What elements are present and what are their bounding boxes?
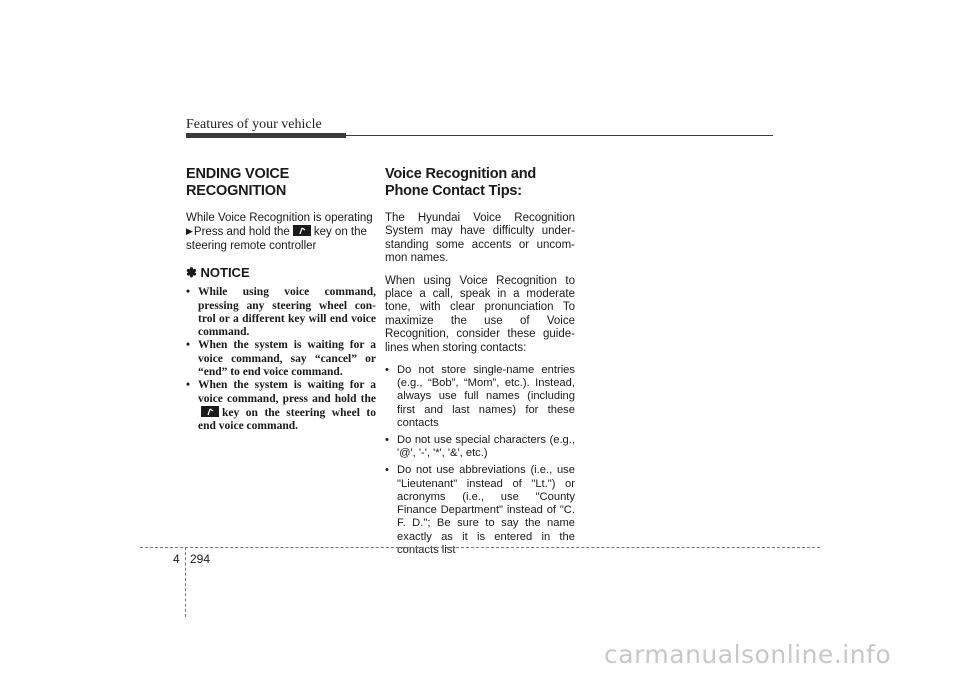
arrow-right-icon: ▶ [186,226,193,237]
notice-list [186,286,376,433]
header-rule-thin [346,135,773,136]
watermark-text: carmanualsonline.info [604,640,892,669]
intro-paragraph [186,212,376,253]
footer-vertical-dashed-rule [185,547,186,617]
page-header-title: Features of your vehicle [186,117,322,132]
tip-item: • Do not use abbreviations (i.e., use "Lieutenant" instead of "Lt.") or acronyms (i.e., use "County Finance Department" instead of "C. F. D."; Be sure to say the name exactly as it is entered in the contacts list [385,464,575,556]
header-rule-thick [186,133,346,138]
left-column [186,166,376,433]
middle-column [385,166,575,561]
notice-item: • When the system is waiting for a voice command, say “cancel” or “end” to end voice command. [186,339,376,378]
intro-line-1: While Voice Recognition is operating [186,212,373,224]
intro-line-2 [186,225,376,239]
notice-item: • While using voice command, pressing any steering wheel con- trol or a different key will end voice command. [186,286,376,339]
talk-key-icon [293,225,311,236]
tips-paragraph-1: The Hyundai Voice Recognition System may have difficulty under- standing some accents or uncom- mon names. [385,212,575,265]
intro-line-2-after: key on the [313,226,367,239]
page-number: 294 [190,552,211,566]
notice-title: ✽ NOTICE [186,265,250,281]
footer-dashed-rule [140,547,820,548]
tips-list [385,364,575,557]
intro-line-2-before: Press and hold the [193,226,290,239]
section-heading-ending-voice: ENDING VOICE RECOGNITION [186,166,290,199]
tip-item: • Do not store single-name entries (e.g., “Bob”, “Mom”, etc.). Instead, always use full names (including first and last names) for these contacts [385,364,575,429]
notice-item: • When the system is waiting for a voice command, press and hold the key on the steering wheel to end voice command. [186,379,376,433]
intro-line-3: steering remote controller [186,239,317,252]
talk-key-icon [201,406,219,417]
section-heading-tips: Voice Recognition and Phone Contact Tips: [385,166,537,199]
chapter-number: 4 [173,552,180,566]
tip-item: • Do not use special characters (e.g., '@', '-', '*', '&', etc.) [385,434,575,460]
tips-paragraph-2: When using Voice Recognition to place a call, speak in a moderate tone, with clear pronunciation To maximize the use of Voice Recognition, consider these guide- lines when storing contacts: [385,274,575,354]
